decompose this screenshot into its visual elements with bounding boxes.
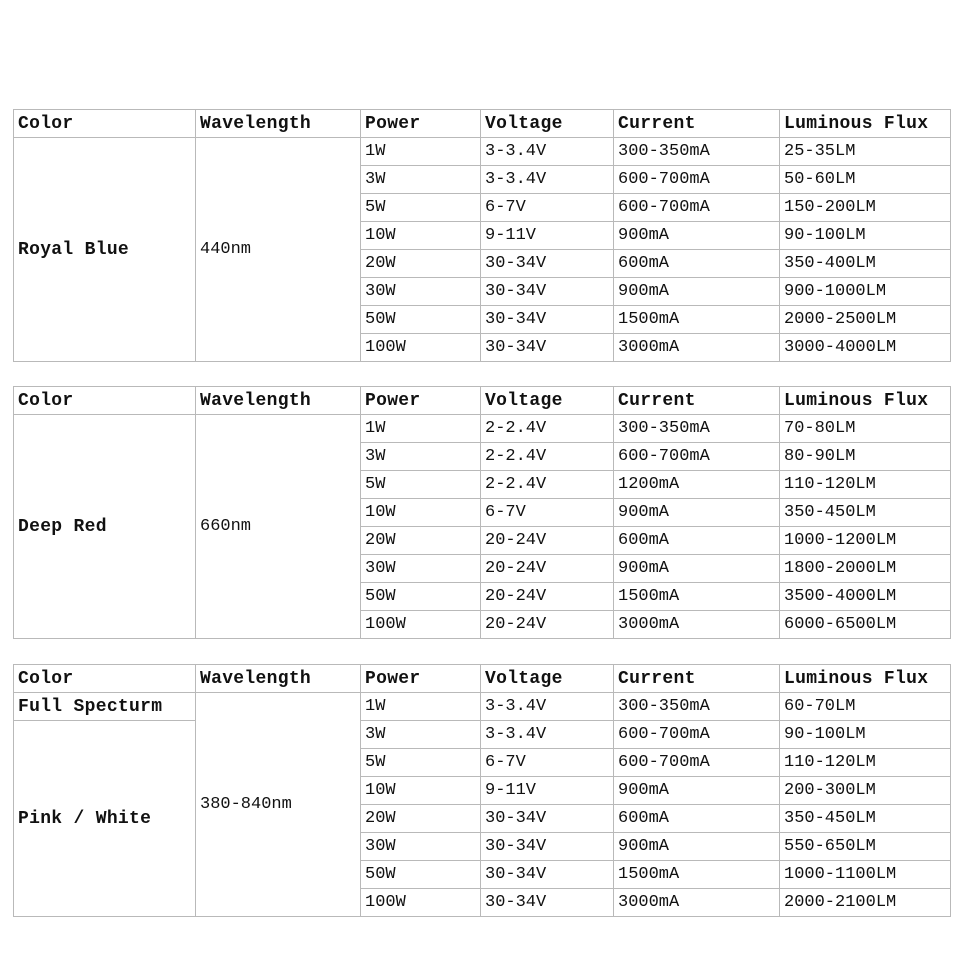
- header-luminous-flux: Luminous Flux: [780, 387, 951, 415]
- flux-cell: 25-35LM: [780, 138, 951, 166]
- header-current: Current: [614, 110, 780, 138]
- flux-cell: 50-60LM: [780, 166, 951, 194]
- flux-cell: 350-450LM: [780, 499, 951, 527]
- flux-cell: 150-200LM: [780, 194, 951, 222]
- voltage-cell: 20-24V: [481, 611, 614, 639]
- power-cell: 100W: [361, 334, 481, 362]
- header-power: Power: [361, 387, 481, 415]
- voltage-cell: 6-7V: [481, 499, 614, 527]
- color-cell: Deep Red: [14, 415, 196, 639]
- power-cell: 100W: [361, 889, 481, 917]
- flux-cell: 1800-2000LM: [780, 555, 951, 583]
- color-cell: Pink / White: [14, 721, 196, 917]
- power-cell: 30W: [361, 278, 481, 306]
- flux-cell: 110-120LM: [780, 749, 951, 777]
- voltage-cell: 3-3.4V: [481, 166, 614, 194]
- current-cell: 900mA: [614, 777, 780, 805]
- header-wavelength: Wavelength: [196, 110, 361, 138]
- flux-cell: 3000-4000LM: [780, 334, 951, 362]
- header-luminous-flux: Luminous Flux: [780, 665, 951, 693]
- current-cell: 3000mA: [614, 611, 780, 639]
- power-cell: 1W: [361, 138, 481, 166]
- wavelength-cell: 440nm: [196, 138, 361, 362]
- voltage-cell: 2-2.4V: [481, 415, 614, 443]
- power-cell: 3W: [361, 721, 481, 749]
- flux-cell: 2000-2500LM: [780, 306, 951, 334]
- voltage-cell: 3-3.4V: [481, 721, 614, 749]
- spec-table-royal-blue: [13, 109, 951, 362]
- power-cell: 1W: [361, 415, 481, 443]
- voltage-cell: 30-34V: [481, 306, 614, 334]
- current-cell: 300-350mA: [614, 138, 780, 166]
- header-voltage: Voltage: [481, 665, 614, 693]
- current-cell: 900mA: [614, 833, 780, 861]
- header-voltage: Voltage: [481, 110, 614, 138]
- flux-cell: 3500-4000LM: [780, 583, 951, 611]
- power-cell: 30W: [361, 555, 481, 583]
- voltage-cell: 30-34V: [481, 889, 614, 917]
- table-row: [14, 721, 951, 749]
- power-cell: 5W: [361, 749, 481, 777]
- flux-cell: 80-90LM: [780, 443, 951, 471]
- current-cell: 300-350mA: [614, 415, 780, 443]
- voltage-cell: 20-24V: [481, 527, 614, 555]
- current-cell: 1500mA: [614, 861, 780, 889]
- flux-cell: 550-650LM: [780, 833, 951, 861]
- power-cell: 3W: [361, 166, 481, 194]
- current-cell: 600mA: [614, 527, 780, 555]
- header-current: Current: [614, 665, 780, 693]
- header-row: [14, 665, 951, 693]
- header-row: [14, 387, 951, 415]
- header-power: Power: [361, 665, 481, 693]
- current-cell: 3000mA: [614, 889, 780, 917]
- current-cell: 600mA: [614, 250, 780, 278]
- flux-cell: 90-100LM: [780, 222, 951, 250]
- header-row: [14, 110, 951, 138]
- voltage-cell: 9-11V: [481, 777, 614, 805]
- power-cell: 20W: [361, 527, 481, 555]
- voltage-cell: 3-3.4V: [481, 693, 614, 721]
- power-cell: 5W: [361, 471, 481, 499]
- current-cell: 900mA: [614, 555, 780, 583]
- power-cell: 10W: [361, 222, 481, 250]
- power-cell: 3W: [361, 443, 481, 471]
- current-cell: 900mA: [614, 499, 780, 527]
- flux-cell: 60-70LM: [780, 693, 951, 721]
- power-cell: 20W: [361, 805, 481, 833]
- header-voltage: Voltage: [481, 387, 614, 415]
- power-cell: 50W: [361, 583, 481, 611]
- voltage-cell: 30-34V: [481, 250, 614, 278]
- header-color: Color: [14, 387, 196, 415]
- header-color: Color: [14, 110, 196, 138]
- wavelength-cell: 380-840nm: [196, 693, 361, 917]
- current-cell: 600mA: [614, 805, 780, 833]
- power-cell: 50W: [361, 306, 481, 334]
- voltage-cell: 30-34V: [481, 861, 614, 889]
- wavelength-cell: 660nm: [196, 415, 361, 639]
- header-luminous-flux: Luminous Flux: [780, 110, 951, 138]
- voltage-cell: 30-34V: [481, 334, 614, 362]
- color-cell: Royal Blue: [14, 138, 196, 362]
- power-cell: 20W: [361, 250, 481, 278]
- voltage-cell: 20-24V: [481, 583, 614, 611]
- spec-table-full-spectrum: [13, 664, 951, 917]
- header-color: Color: [14, 665, 196, 693]
- table-row: [14, 415, 951, 443]
- voltage-cell: 9-11V: [481, 222, 614, 250]
- voltage-cell: 30-34V: [481, 805, 614, 833]
- color-cell-top: Full Specturm: [14, 693, 196, 721]
- current-cell: 600-700mA: [614, 721, 780, 749]
- power-cell: 100W: [361, 611, 481, 639]
- flux-cell: 6000-6500LM: [780, 611, 951, 639]
- current-cell: 900mA: [614, 278, 780, 306]
- current-cell: 600-700mA: [614, 749, 780, 777]
- current-cell: 600-700mA: [614, 166, 780, 194]
- power-cell: 10W: [361, 777, 481, 805]
- flux-cell: 200-300LM: [780, 777, 951, 805]
- flux-cell: 1000-1100LM: [780, 861, 951, 889]
- header-current: Current: [614, 387, 780, 415]
- flux-cell: 900-1000LM: [780, 278, 951, 306]
- current-cell: 1200mA: [614, 471, 780, 499]
- power-cell: 30W: [361, 833, 481, 861]
- voltage-cell: 20-24V: [481, 555, 614, 583]
- flux-cell: 1000-1200LM: [780, 527, 951, 555]
- spec-table-deep-red: [13, 386, 951, 639]
- current-cell: 600-700mA: [614, 443, 780, 471]
- voltage-cell: 6-7V: [481, 194, 614, 222]
- flux-cell: 350-400LM: [780, 250, 951, 278]
- voltage-cell: 3-3.4V: [481, 138, 614, 166]
- flux-cell: 2000-2100LM: [780, 889, 951, 917]
- flux-cell: 350-450LM: [780, 805, 951, 833]
- power-cell: 1W: [361, 693, 481, 721]
- power-cell: 10W: [361, 499, 481, 527]
- voltage-cell: 2-2.4V: [481, 443, 614, 471]
- flux-cell: 110-120LM: [780, 471, 951, 499]
- current-cell: 1500mA: [614, 583, 780, 611]
- header-wavelength: Wavelength: [196, 665, 361, 693]
- power-cell: 50W: [361, 861, 481, 889]
- current-cell: 1500mA: [614, 306, 780, 334]
- current-cell: 300-350mA: [614, 693, 780, 721]
- flux-cell: 70-80LM: [780, 415, 951, 443]
- header-power: Power: [361, 110, 481, 138]
- voltage-cell: 6-7V: [481, 749, 614, 777]
- voltage-cell: 30-34V: [481, 278, 614, 306]
- table-row: [14, 693, 951, 721]
- current-cell: 600-700mA: [614, 194, 780, 222]
- flux-cell: 90-100LM: [780, 721, 951, 749]
- current-cell: 900mA: [614, 222, 780, 250]
- table-row: [14, 138, 951, 166]
- header-wavelength: Wavelength: [196, 387, 361, 415]
- power-cell: 5W: [361, 194, 481, 222]
- current-cell: 3000mA: [614, 334, 780, 362]
- voltage-cell: 2-2.4V: [481, 471, 614, 499]
- voltage-cell: 30-34V: [481, 833, 614, 861]
